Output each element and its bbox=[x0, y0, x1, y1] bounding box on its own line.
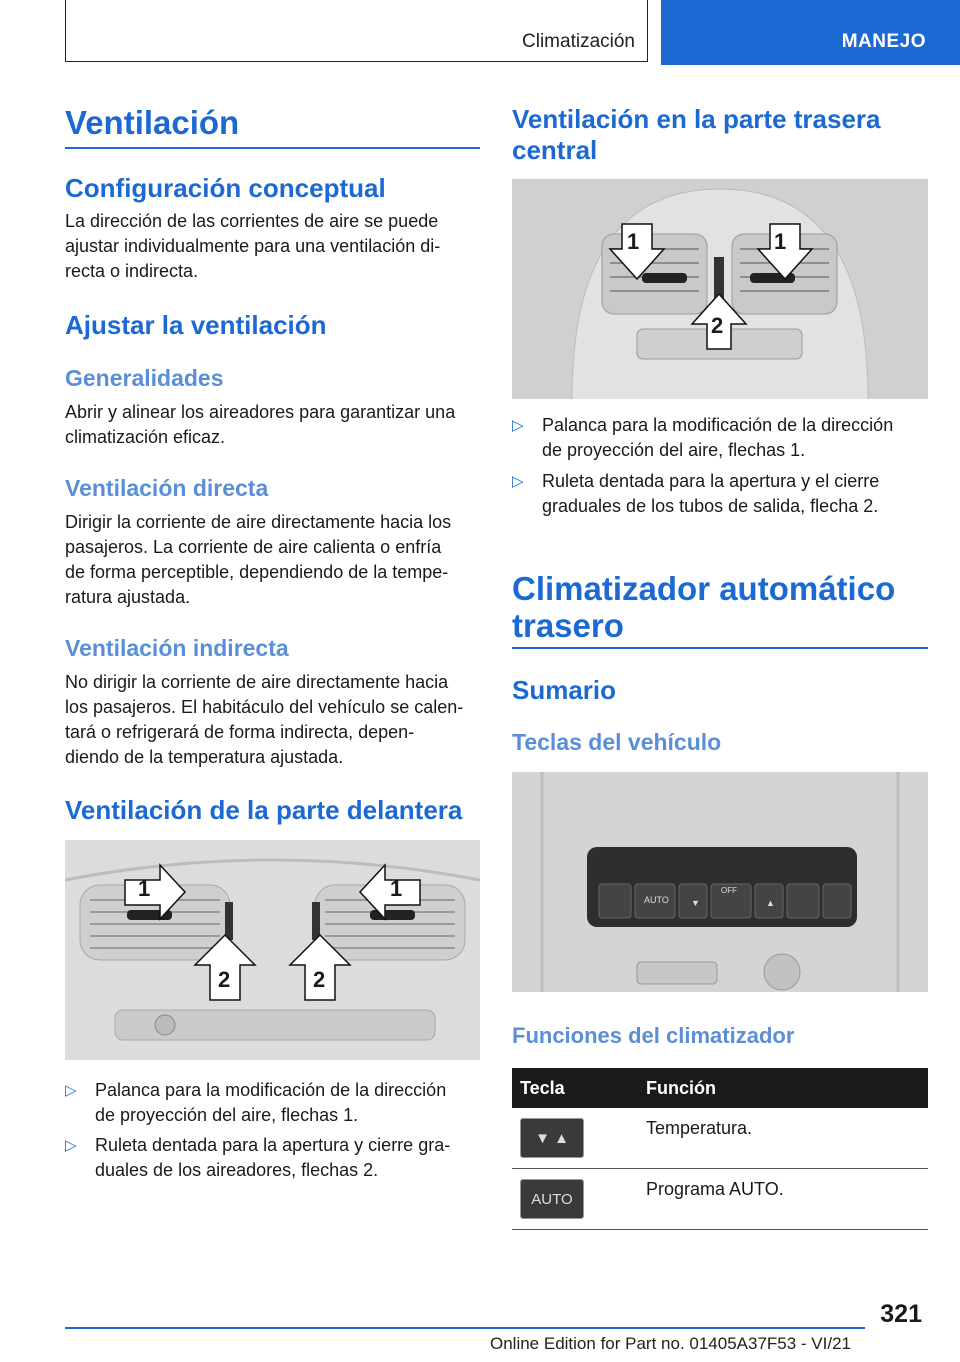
table-row bbox=[512, 1169, 928, 1230]
general-heading: Generalidades bbox=[65, 365, 224, 391]
direct-text: Dirigir la corriente de aire directamente hacia los pasajeros. La corriente de aire calienta o enfría de forma perceptible, dependiendo de la tempe- ratura ajustada. bbox=[65, 512, 452, 607]
panel-key-auto: AUTO bbox=[644, 895, 669, 905]
bullet-triangle-icon: ▷ bbox=[65, 1082, 77, 1099]
front-label-1a: 1 bbox=[138, 876, 151, 901]
front-bullet-1: ▷ Palanca para la modificación de la dirección de proyección del aire, flechas 1. bbox=[65, 1080, 447, 1125]
concept-heading: Configuración conceptual bbox=[65, 173, 386, 203]
direct-heading: Ventilación directa bbox=[65, 475, 269, 501]
column-header-key: Tecla bbox=[512, 1068, 638, 1108]
front-bullet-2: ▷ Ruleta dentada para la apertura y cierre gra- duales de los aireadores, flechas 2. bbox=[65, 1135, 451, 1180]
svg-text:▲: ▲ bbox=[766, 898, 775, 908]
title-rule bbox=[65, 147, 480, 149]
svg-text:▼: ▼ bbox=[691, 898, 700, 908]
rear-bullet-2: ▷ Ruleta dentada para la apertura y el cierre graduales de los tubos de salida, flecha 2. bbox=[512, 471, 880, 516]
rear-vent-image bbox=[512, 179, 928, 399]
front-label-2a: 2 bbox=[218, 967, 231, 992]
front-label-2b: 2 bbox=[313, 967, 326, 992]
table-row bbox=[512, 1108, 928, 1169]
temperature-key-icon: ▼ ▲ bbox=[520, 1118, 584, 1158]
panel-key-off: OFF bbox=[721, 886, 737, 895]
rear-label-1b: 1 bbox=[774, 229, 787, 254]
header-tab-manejo[interactable]: MANEJO bbox=[661, 0, 960, 65]
front-vent-heading: Ventilación de la parte delantera bbox=[65, 795, 463, 825]
footer-rule bbox=[65, 1327, 865, 1329]
table-header-row bbox=[512, 1068, 928, 1108]
general-text: Abrir y alinear los aireadores para garantizar una climatización eficaz. bbox=[65, 402, 456, 447]
function-cell: Temperatura. bbox=[638, 1108, 928, 1169]
indirect-heading: Ventilación indirecta bbox=[65, 635, 289, 661]
edition-note: Online Edition for Part no. 01405A37F53 - VI/21 bbox=[490, 1334, 852, 1353]
auto-climate-heading: Climatizador automático trasero bbox=[512, 570, 896, 644]
adjust-heading: Ajustar la ventilación bbox=[65, 310, 327, 340]
functions-table bbox=[512, 1068, 928, 1230]
auto-heading-rule bbox=[512, 647, 928, 649]
page-number: 321 bbox=[880, 1300, 922, 1328]
concept-text: La dirección de las corrientes de aire se puede ajustar individualmente para una ventilación di- recta o indirecta. bbox=[65, 211, 441, 281]
column-header-function: Función bbox=[638, 1068, 928, 1108]
summary-heading: Sumario bbox=[512, 675, 617, 705]
bullet-triangle-icon: ▷ bbox=[65, 1137, 77, 1154]
bullet-triangle-icon: ▷ bbox=[512, 417, 524, 434]
keys-heading: Teclas del vehículo bbox=[512, 729, 722, 755]
rear-vent-heading: Ventilación en la parte trasera central bbox=[512, 104, 881, 165]
page-title: Ventilación bbox=[65, 104, 240, 141]
functions-heading: Funciones del climatizador bbox=[512, 1023, 795, 1048]
rear-bullet-1: ▷ Palanca para la modificación de la dirección de proyección del aire, flechas 1. bbox=[512, 415, 894, 460]
bullet-triangle-icon: ▷ bbox=[512, 473, 524, 490]
front-vent-image bbox=[65, 840, 480, 1060]
rear-label-1a: 1 bbox=[627, 229, 640, 254]
indirect-text: No dirigir la corriente de aire directamente hacia los pasajeros. El habitáculo del vehículo se calen- tará o refrigerará de forma indirecta, depen- diendo de la temperatura ajustada. bbox=[65, 672, 464, 767]
function-cell: Programa AUTO. bbox=[638, 1169, 928, 1230]
rear-panel-image bbox=[512, 772, 928, 992]
header-section-title: Climatización bbox=[522, 31, 635, 52]
front-label-1b: 1 bbox=[390, 876, 403, 901]
auto-key-icon: AUTO bbox=[520, 1179, 584, 1219]
rear-label-2: 2 bbox=[711, 313, 724, 338]
